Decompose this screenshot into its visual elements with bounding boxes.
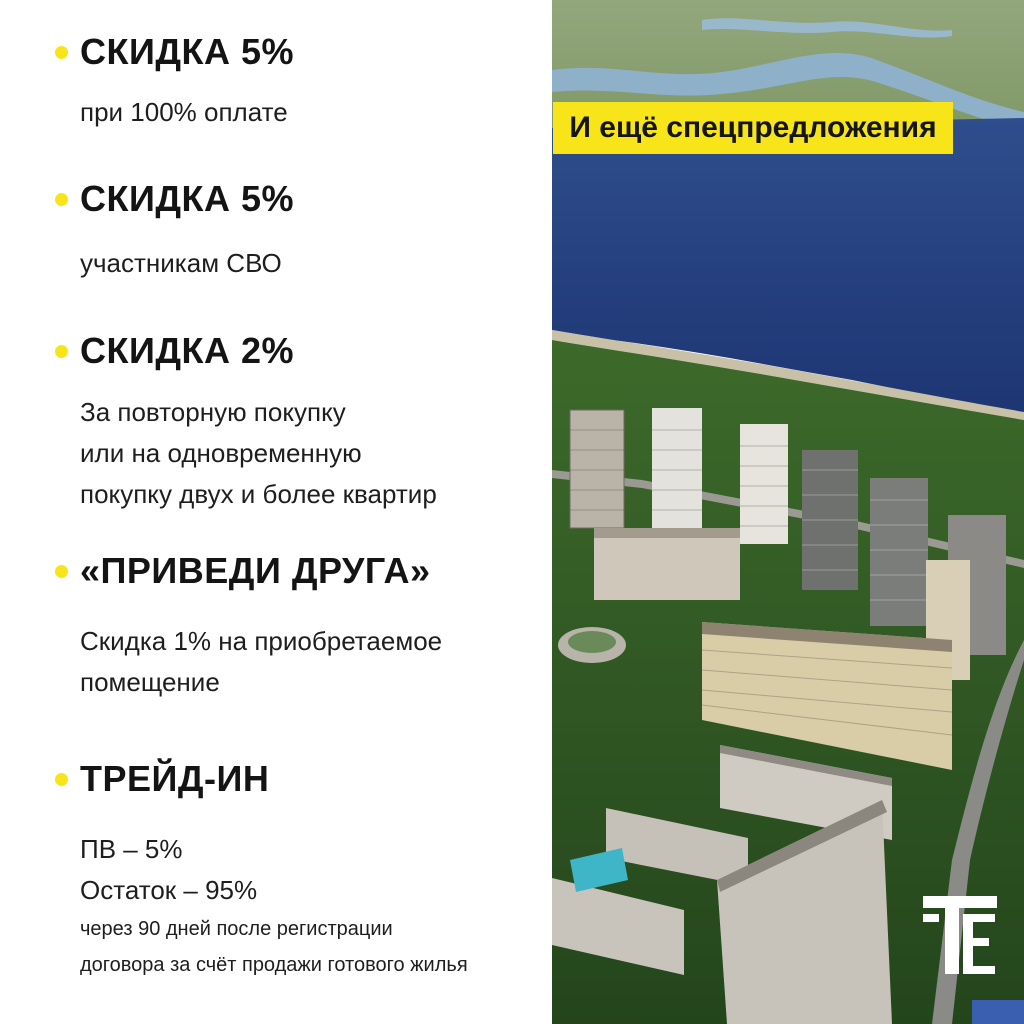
offer-title-text: ТРЕЙД-ИН bbox=[80, 758, 270, 799]
offer-description bbox=[80, 829, 257, 911]
offer-line: помещение bbox=[80, 667, 220, 697]
offer-title bbox=[55, 31, 294, 73]
offer-line: За повторную покупку bbox=[80, 397, 346, 427]
offer-small-line: через 90 дней после регистрации bbox=[80, 918, 393, 940]
offer-description bbox=[80, 392, 437, 515]
offer-line: участникам СВО bbox=[80, 248, 282, 278]
brand-logo-icon bbox=[923, 896, 997, 974]
bullet-icon bbox=[55, 46, 68, 59]
offer-title-text: СКИДКА 5% bbox=[80, 178, 294, 219]
offer-title bbox=[55, 178, 294, 220]
special-offers-tag: И ещё спецпредложения bbox=[553, 102, 953, 154]
offer-line: Скидка 1% на приобретаемое bbox=[80, 626, 443, 656]
offer-line: или на одновременную bbox=[80, 438, 362, 468]
offer-title-text: СКИДКА 2% bbox=[80, 330, 294, 371]
offer-line: Остаток – 95% bbox=[80, 875, 258, 905]
offer-title bbox=[55, 550, 431, 592]
bullet-icon bbox=[55, 193, 68, 206]
offer-description bbox=[80, 621, 442, 703]
bullet-icon bbox=[55, 773, 68, 786]
bullet-icon bbox=[55, 345, 68, 358]
offer-description bbox=[80, 92, 288, 133]
offer-description bbox=[80, 243, 282, 284]
bullet-icon bbox=[55, 565, 68, 578]
offer-title-text: «ПРИВЕДИ ДРУГА» bbox=[80, 550, 431, 591]
offer-title bbox=[55, 758, 269, 800]
offer-footnote bbox=[80, 911, 468, 983]
offer-line: ПВ – 5% bbox=[80, 834, 183, 864]
offer-line: покупку двух и более квартир bbox=[80, 479, 437, 509]
offer-small-line: договора за счёт продажи готового жилья bbox=[80, 954, 468, 976]
offer-title bbox=[55, 330, 294, 372]
offer-title-text: СКИДКА 5% bbox=[80, 31, 294, 72]
offer-line: при 100% оплате bbox=[80, 97, 288, 127]
